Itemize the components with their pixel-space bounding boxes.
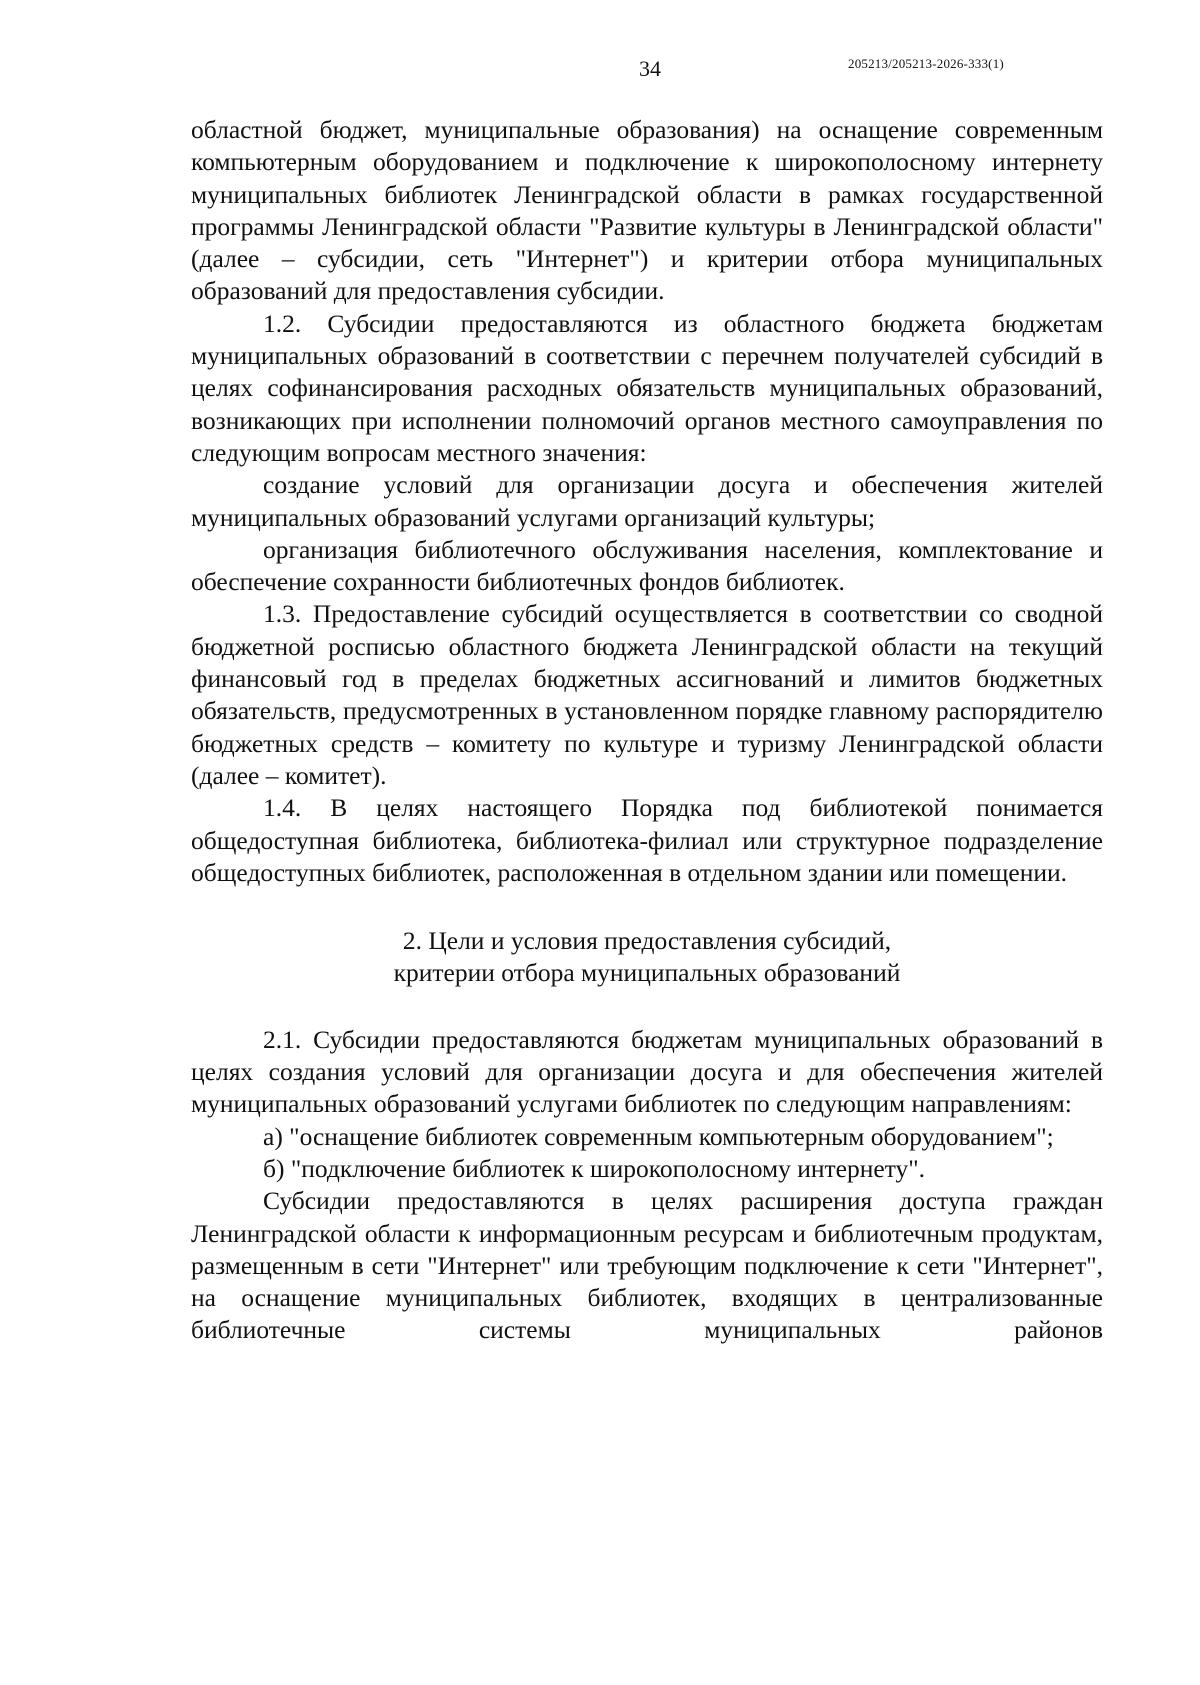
document-body (191, 114, 1103, 1347)
paragraph-2-1: 2.1. Субсидии предоставляются бюджетам муниципальных образований в целях создания условий для организации досуга и для обеспечения жителей муниципальных образований услугами библиотек по следующим направлениям: (191, 1024, 1103, 1119)
document-code: 205213/205213-2026-333(1) (848, 56, 1004, 71)
paragraph-1-4: 1.4. В целях настоящего Порядка под библиотекой понимается общедоступная библиотека, библиотека-филиал или структурное подразделение общедоступных библиотек, расположенная в отдельном здании или помещении. (191, 793, 1103, 887)
list-item-b: б) "подключение библиотек к широкополосному интернету". (263, 1153, 926, 1183)
list-item-a: а) "оснащение библиотек современным компьютерным оборудованием"; (263, 1121, 1054, 1151)
section-heading-line: критерии отбора муниципальных образований (393, 958, 901, 988)
paragraph: организация библиотечного обслуживания населения, комплектование и обеспечение сохранности библиотечных фондов библиотек. (191, 534, 1103, 597)
paragraph: Субсидии предоставляются в целях расширения доступа граждан Ленинградской области к информационным ресурсам и библиотечным продуктам, размещенным в сети "Интернет" или требующим подключение к сети "Интернет", на оснащение муниципальных библиотек, входящих в централизованные библиотечные системы муниципальных районов (191, 1186, 1103, 1345)
paragraph-1-3: 1.3. Предоставление субсидий осуществляется в соответствии со сводной бюджетной росписью областного бюджета Ленинградской области на текущий финансовый год в пределах бюджетных ассигнований и лимитов бюджетных обязательств, предусмотренных в установленном порядке главному распорядителю бюджетных средств – комитету по культуре и туризму Ленинградской области (далее – комитет). (191, 599, 1103, 790)
section-heading-line: 2. Цели и условия предоставления субсидий, (402, 926, 892, 956)
paragraph: областной бюджет, муниципальные образования) на оснащение современным компьютерным оборудованием и подключение к широкополосному интернету муниципальных библиотек Ленинградской области в рамках государственной программы Ленинградской области "Развитие культуры в Ленинградской области" (далее – субсидии, сеть "Интернет") и критерии отбора муниципальных образований для предоставления субсидии. (191, 115, 1103, 306)
section-heading (191, 925, 1103, 990)
paragraph-1-2: 1.2. Субсидии предоставляются из областного бюджета бюджетам муниципальных образований в соответствии с перечнем получателей субсидий в целях софинансирования расходных обязательств муниципальных образований, возникающих при исполнении полномочий органов местного самоуправления по следующим вопросам местного значения: (191, 308, 1103, 467)
page-number: 34 (639, 56, 661, 81)
paragraph: создание условий для организации досуга и обеспечения жителей муниципальных образований услугами организаций культуры; (191, 470, 1103, 532)
